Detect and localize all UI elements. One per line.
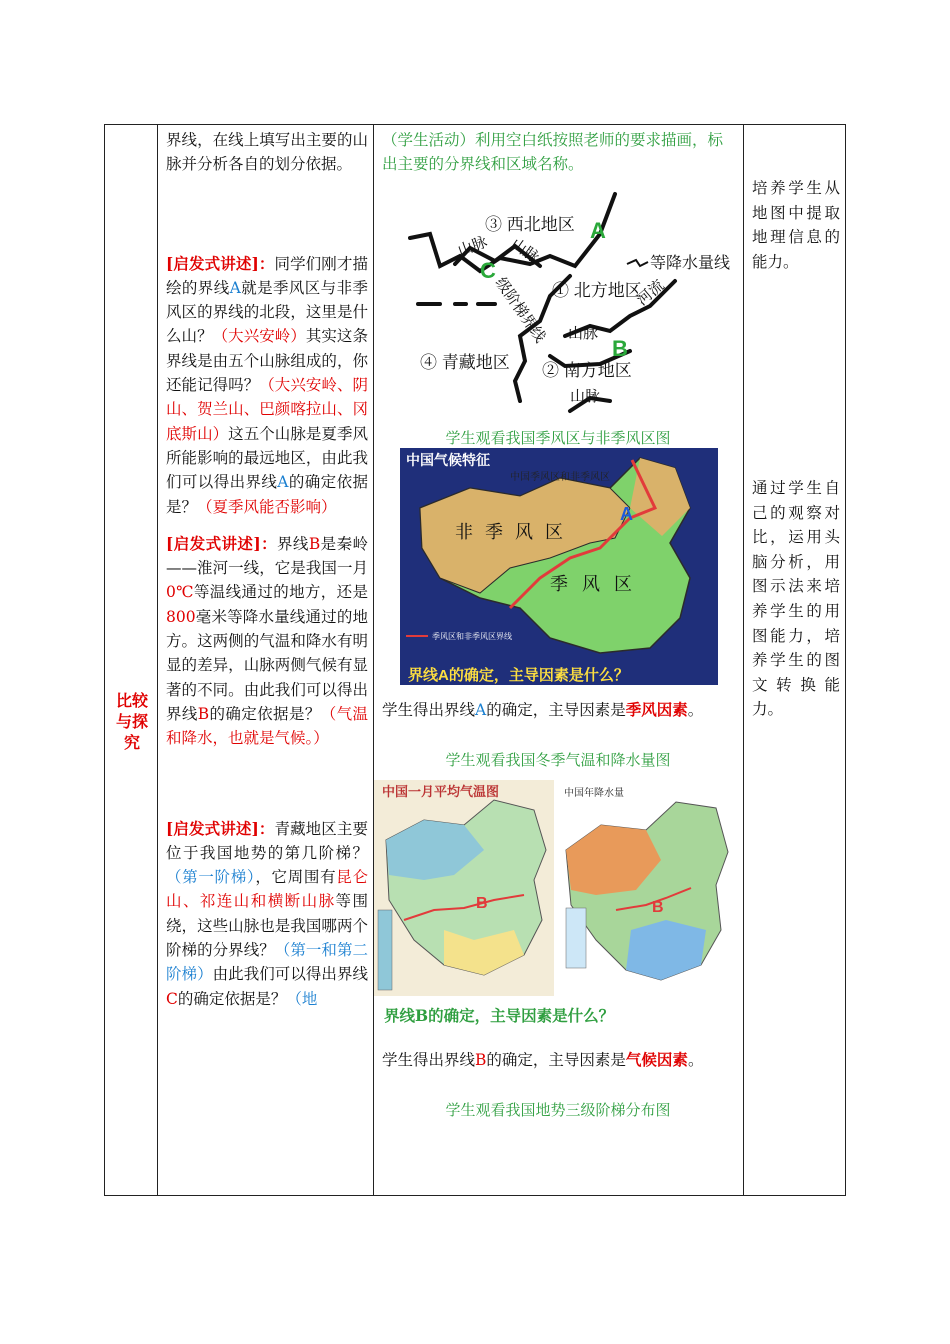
answer-line-b bbox=[382, 1048, 738, 1072]
line-b-label: B bbox=[612, 336, 628, 361]
intro-text: 界线，在线上填写出主要的山脉并分析各自的划分依据。 bbox=[166, 131, 368, 174]
region-4-label: ④ 青藏地区 bbox=[420, 353, 510, 372]
answer: （气温和降水，也就是气候。） bbox=[166, 704, 368, 748]
monsoon-label: 季风区 bbox=[550, 574, 646, 594]
map-question: 界线A的确定，主导因素是什么？ bbox=[408, 667, 629, 684]
answer: （地 bbox=[286, 989, 318, 1008]
line-a-label: A bbox=[590, 218, 606, 243]
line-letter: A bbox=[475, 701, 487, 719]
caption-climate-maps: 学生观看我国冬季气温和降水量图 bbox=[445, 751, 671, 769]
text: 是秦岭——淮河一线，它是我国一月 bbox=[166, 534, 368, 578]
narration-head: [启发式讲述]： bbox=[166, 818, 275, 838]
text: 。 bbox=[687, 701, 704, 719]
text: 由此我们可以得出界线 bbox=[212, 965, 368, 984]
mountain-label: 山脉 bbox=[507, 235, 543, 267]
sketch-map bbox=[400, 186, 731, 418]
rain-map-b: B bbox=[652, 899, 664, 916]
question-line-b: 界线B的确定，主导因素是什么？ bbox=[384, 1006, 615, 1025]
temp-legend bbox=[378, 910, 392, 990]
line-letter: B bbox=[308, 534, 321, 553]
answer: （大兴安岭） bbox=[212, 327, 306, 346]
temp-map-title: 中国一月平均气温图 bbox=[382, 784, 500, 799]
text: 同学们刚才描绘的界线 bbox=[166, 254, 368, 297]
map-subtitle: 中国季风区和非季风区 bbox=[510, 472, 610, 483]
line-letter: A bbox=[229, 278, 241, 297]
narration-1 bbox=[166, 252, 368, 519]
text: 的确定，主导因素是 bbox=[486, 701, 626, 719]
caption-monsoon-map: 学生观看我国季风区与非季风区图 bbox=[445, 429, 671, 447]
answer: （大兴安岭、阴山、贺兰山、巴颜喀拉山、冈底斯山） bbox=[166, 376, 368, 443]
text: 的确定依据是？ bbox=[177, 989, 287, 1008]
region-3-label: ③ 西北地区 bbox=[485, 215, 575, 234]
step-line-label: 级阶梯界线 bbox=[491, 274, 549, 346]
mountain-label: 山脉 bbox=[568, 325, 599, 342]
map-line-a: A bbox=[620, 504, 633, 524]
narration-3 bbox=[166, 817, 368, 1011]
line-letter: B bbox=[475, 1051, 487, 1069]
map-title: 中国气候特征 bbox=[406, 452, 490, 468]
text: 青藏地区主要位于我国地势的第几阶梯？ bbox=[166, 819, 368, 862]
rain-map-title: 中国年降水量 bbox=[564, 788, 624, 799]
line-c-label: C bbox=[480, 258, 496, 283]
text: 等围绕，这些山脉也是我国哪两个阶梯的分界线？ bbox=[166, 892, 368, 960]
answer: （第一和第二阶梯） bbox=[166, 941, 368, 984]
text: 的确定依据是？ bbox=[166, 473, 368, 516]
row-label bbox=[108, 690, 156, 753]
table-divider bbox=[157, 124, 158, 1196]
line-letter: A bbox=[277, 473, 289, 492]
narration-head: [启发式讲述]： bbox=[166, 253, 275, 273]
student-column bbox=[378, 128, 738, 1188]
answer: 季风因素 bbox=[625, 700, 688, 719]
answer: 气候因素 bbox=[625, 1050, 688, 1069]
text: 等温线通过的地方，还是 bbox=[193, 583, 368, 602]
isohyet-label: 等降水量线 bbox=[650, 255, 731, 272]
narration-2 bbox=[166, 532, 368, 751]
non-monsoon-label: 非季风区 bbox=[455, 522, 575, 542]
text: 的确定依据是？ bbox=[209, 704, 321, 723]
text: 。 bbox=[687, 1051, 704, 1069]
text: 学生得出界线 bbox=[382, 701, 476, 719]
teacher-column bbox=[166, 128, 368, 1011]
map-legend: 季风区和非季风区界线 bbox=[432, 632, 512, 641]
text: 毫米等降水量线通过的地方。这两侧的气温和降水有明显的差异，山脉两侧气候有显著的不同。由此我们可以得出界线 bbox=[166, 607, 368, 723]
activity-text: （学生活动）利用空白纸按照老师的要求描画，标出主要的分界线和区域名称。 bbox=[382, 131, 724, 174]
text: 的确定，主导因素是 bbox=[486, 1051, 626, 1069]
row-label-text: 比较与探究 bbox=[116, 691, 149, 752]
temperature-map-image bbox=[374, 780, 554, 996]
region-1-label: ① 北方地区 bbox=[552, 281, 642, 300]
monsoon-map-image bbox=[400, 448, 718, 685]
precipitation-map-image bbox=[556, 780, 738, 996]
text: ，它周围有 bbox=[255, 868, 337, 887]
text: 学生得出界线 bbox=[382, 1051, 476, 1069]
text: 就是季风区与非季风区的界线的北段，这里是什么山？ bbox=[166, 278, 368, 346]
mountain-label: 山脉 bbox=[570, 388, 601, 405]
text: 其实这条界线是由五个山脉组成的，你还能记得吗？ bbox=[166, 327, 368, 395]
text: 界线 bbox=[277, 534, 309, 553]
region-2-label: ② 南方地区 bbox=[542, 361, 632, 380]
intent-note-2: 通过学生自己的观察对比，运用头脑分析，用图示法来培养学生的用图能力，培养学生的图文转换能力。 bbox=[752, 479, 840, 719]
narration-head: [启发式讲述]： bbox=[166, 533, 277, 553]
table-divider bbox=[743, 124, 744, 1196]
line-letter: C bbox=[166, 989, 178, 1008]
river-label: 河流 bbox=[633, 276, 668, 310]
mountain-label: 山脉 bbox=[455, 233, 490, 260]
rain-legend bbox=[566, 908, 586, 968]
table-divider bbox=[373, 124, 374, 1196]
temp-map-b: B bbox=[476, 895, 488, 912]
value: 0℃ bbox=[166, 583, 194, 602]
answer: （夏季风能否影响） bbox=[197, 497, 337, 516]
text: 这五个山脉是夏季风所能影响的最远地区，由此我们可以得出界线 bbox=[166, 424, 368, 492]
answer: 昆仑山、祁连山和横断山脉 bbox=[166, 868, 368, 911]
intent-note-1: 培养学生从地图中提取地理信息的能力。 bbox=[752, 179, 840, 271]
isohyet-symbol bbox=[627, 260, 648, 266]
answer-line-a bbox=[382, 698, 738, 722]
caption-terrain-map: 学生观看我国地势三级阶梯分布图 bbox=[445, 1101, 671, 1119]
line-letter: B bbox=[197, 704, 210, 723]
answer: （第一阶梯） bbox=[166, 868, 256, 887]
value: 800 bbox=[166, 607, 196, 626]
